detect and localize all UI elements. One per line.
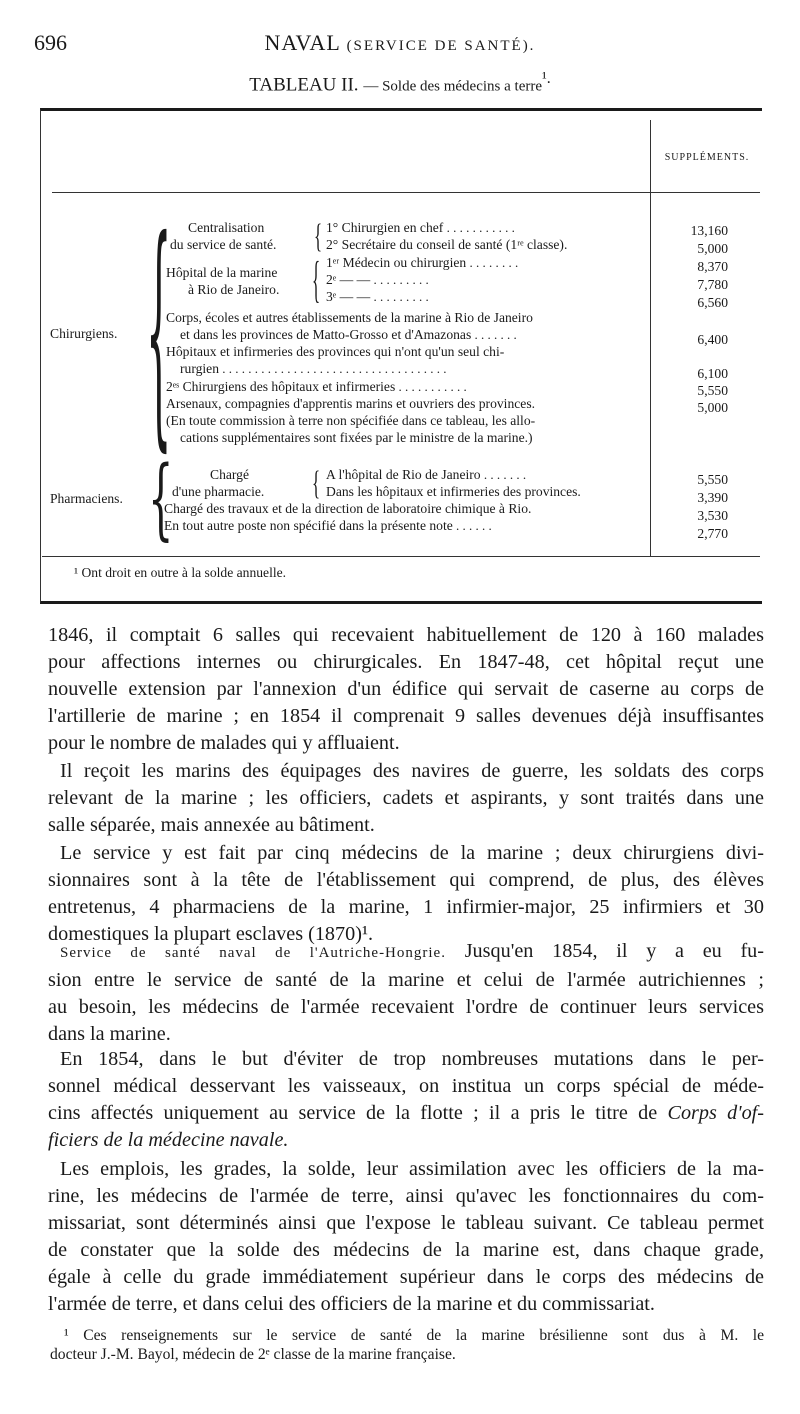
table-title: [0, 70, 800, 96]
text-line: entretenus, 4 pharmaciens de la marine, 1 infirmier-major, 25 infirmiers et 30: [48, 896, 764, 918]
text-line: pour affections internes ou chirurgicales. En 1847-48, cet hôpital reçut une: [48, 651, 764, 673]
pharma-desc: Dans les hôpitaux et infirmeries des provinces.: [326, 484, 581, 499]
paragraph: [48, 1046, 764, 1154]
row-label: Hôpital de la marine: [166, 265, 278, 280]
row-amount: 5,000: [697, 400, 728, 415]
pharma-line: Chargé des travaux et de la direction de laboratoire chimique à Rio.: [164, 501, 532, 516]
running-title-main: NAVAL: [264, 30, 341, 55]
text-line: domestiques la plupart esclaves (1870)¹.: [48, 923, 374, 945]
table-line: cations supplémentaires sont fixées par le ministre de la marine.): [180, 430, 533, 445]
charge-brace: {: [312, 464, 321, 502]
table-footer-rule: [42, 556, 760, 557]
row-label: à Rio de Janeiro.: [188, 282, 280, 297]
row-amount: 6,400: [697, 332, 728, 347]
paragraph: [48, 938, 764, 1048]
table-column-divider: [650, 120, 651, 556]
pharma-desc: A l'hôpital de Rio de Janeiro . . . . . . .: [326, 467, 527, 482]
table-line: Arsenaux, compagnies d'apprentis marins et ouvriers des provinces.: [166, 396, 536, 411]
row-desc: 1° Chirurgien en chef . . . . . . . . . . .: [326, 220, 515, 235]
text-line: l'artillerie de marine ; en 1854 il comprenait 9 salles devenues déjà insuffisantes: [48, 705, 764, 727]
centralisation-brace: {: [314, 217, 323, 255]
text-line: relevant de la marine ; les officiers, cadets et aspirants, y sont traités dans une: [48, 787, 764, 809]
text-line: En 1854, dans le but d'éviter de trop nombreuses mutations dans le per-: [60, 1048, 764, 1070]
chirurgiens-label: Chirurgiens.: [50, 326, 118, 341]
running-title-sub: (SERVICE DE SANTÉ).: [346, 38, 536, 54]
row-amount: 7,780: [697, 277, 728, 292]
row-desc: 3ᵉ — — . . . . . . . . .: [326, 289, 429, 304]
paragraph: [48, 1156, 764, 1318]
row-amount: 5,000: [697, 241, 728, 256]
text-line: Le service y est fait par cinq médecins de la marine ; deux chirurgiens divi-: [60, 842, 764, 864]
table-header-rule: [52, 192, 760, 193]
row-label: du service de santé.: [170, 237, 277, 252]
pharmaciens-brace: {: [148, 449, 174, 551]
row-amount: 5,550: [697, 472, 728, 487]
page-number: 696: [34, 30, 67, 55]
text-line: nouvelle extension par l'annexion d'un édifice qui servait de caserne au corps de: [48, 678, 764, 700]
text-line: missariat, sont déterminés ainsi que l'expose le tableau suivant. Ce tableau permet: [48, 1212, 764, 1234]
row-amount: 3,530: [697, 508, 728, 523]
text-line: salle séparée, mais annexée au bâtiment.: [48, 814, 375, 836]
row-amount: 2,770: [697, 526, 728, 541]
text-line: rine, les médecins de l'armée de terre, ainsi qu'avec les fonctionnaires du com-: [48, 1185, 764, 1207]
table-line: Corps, écoles et autres établissements de la marine à Rio de Janeiro: [166, 310, 533, 325]
text-line: égale à celle du grade immédiatement supérieur dans le corps des médecins de: [48, 1266, 764, 1288]
text-line: dans la marine.: [48, 1023, 171, 1045]
text-line: sonnel médical desservant les vaisseaux, on institua un corps spécial de méde-: [48, 1075, 764, 1097]
running-title: [0, 30, 800, 56]
text-line: cins affectés uniquement au service de la flotte ; il a pris le titre de Corps d'of-: [48, 1102, 765, 1124]
text-line: Il reçoit les marins des équipages des navires de guerre, les soldats des corps: [60, 760, 764, 782]
chirurgiens-brace: {: [146, 194, 172, 476]
text-line: au besoin, les médecins de l'armée recevaient l'ordre de continuer leurs services: [48, 996, 764, 1018]
table-line: 2ᵉˢ Chirurgiens des hôpitaux et infirmeries . . . . . . . . . . .: [166, 379, 467, 394]
table-title-footnote-mark: ¹.: [542, 70, 551, 87]
row-amount: 3,390: [697, 490, 728, 505]
table-column-header: SUPPLÉMENTS.: [664, 152, 750, 163]
table-line: Hôpitaux et infirmeries des provinces qui n'ont qu'un seul chi-: [166, 344, 505, 359]
table-line: rurgien . . . . . . . . . . . . . . . . . . . . . . . . . . . . . . . . . . .: [180, 361, 447, 376]
table-line: (En toute commission à terre non spécifiée dans ce tableau, les allo-: [166, 413, 536, 428]
row-amount: 6,560: [697, 295, 728, 310]
text-line: 1846, il comptait 6 salles qui recevaient habituellement de 120 à 160 malades: [48, 624, 764, 646]
text-line: ficiers de la médecine navale.: [48, 1129, 289, 1151]
footnote-line: ¹ Ces renseignements sur le service de santé de la marine brésilienne sont dus à M. le: [64, 1327, 764, 1344]
footnote-line: docteur J.-M. Bayol, médecin de 2ᵉ classe de la marine française.: [50, 1346, 456, 1363]
paragraph: [48, 840, 764, 948]
pharma-label: Chargé: [210, 467, 250, 482]
footnote: [50, 1326, 764, 1364]
paragraph: [48, 758, 764, 839]
text-line: sion entre le service de santé de la marine et celui de l'armée autrichiennes ;: [48, 969, 764, 991]
section-heading: Service de santé naval de l'Autriche-Hongrie.: [60, 945, 446, 961]
row-amount: 5,550: [697, 383, 728, 398]
table-title-text: — Solde des médecins a terre: [363, 78, 543, 95]
row-amount: 13,160: [690, 223, 728, 238]
row-amount: 6,100: [697, 366, 728, 381]
row-desc: 2ᵉ — — . . . . . . . . .: [326, 272, 429, 287]
row-label: Centralisation: [188, 220, 265, 235]
paragraph: [48, 622, 764, 757]
pharma-label: d'une pharmacie.: [172, 484, 265, 499]
pharma-line: En tout autre poste non spécifié dans la présente note . . . . . .: [164, 518, 492, 533]
text-line: Les emplois, les grades, la solde, leur assimilation avec les officiers de la ma-: [60, 1158, 764, 1180]
row-amount: 8,370: [697, 259, 728, 274]
hopital-brace: {: [312, 251, 321, 308]
text-line: Service de santé naval de l'Autriche-Hongrie. Jusqu'en 1854, il y a eu fu-: [60, 940, 765, 962]
pharmaciens-label: Pharmaciens.: [50, 491, 123, 506]
text-line: l'armée de terre, et dans celui des officiers de la marine et du commissariat.: [48, 1293, 655, 1315]
table-line: et dans les provinces de Matto-Grosso et d'Amazonas . . . . . . .: [180, 327, 517, 342]
row-desc: 1ᵉʳ Médecin ou chirurgien . . . . . . . .: [326, 255, 519, 270]
text-line: de constater que la solde des médecins de la marine est, dans chaque grade,: [48, 1239, 764, 1261]
table-title-number: TABLEAU II.: [249, 74, 359, 96]
row-desc: 2° Secrétaire du conseil de santé (1ʳᵉ classe).: [326, 237, 568, 252]
text-line: pour le nombre de malades qui y affluaient.: [48, 732, 400, 754]
table-footnote: ¹ Ont droit en outre à la solde annuelle.: [74, 565, 287, 580]
text-line: sionnaires sont à la tête de l'établissement qui comprend, de plus, des élèves: [48, 869, 764, 891]
